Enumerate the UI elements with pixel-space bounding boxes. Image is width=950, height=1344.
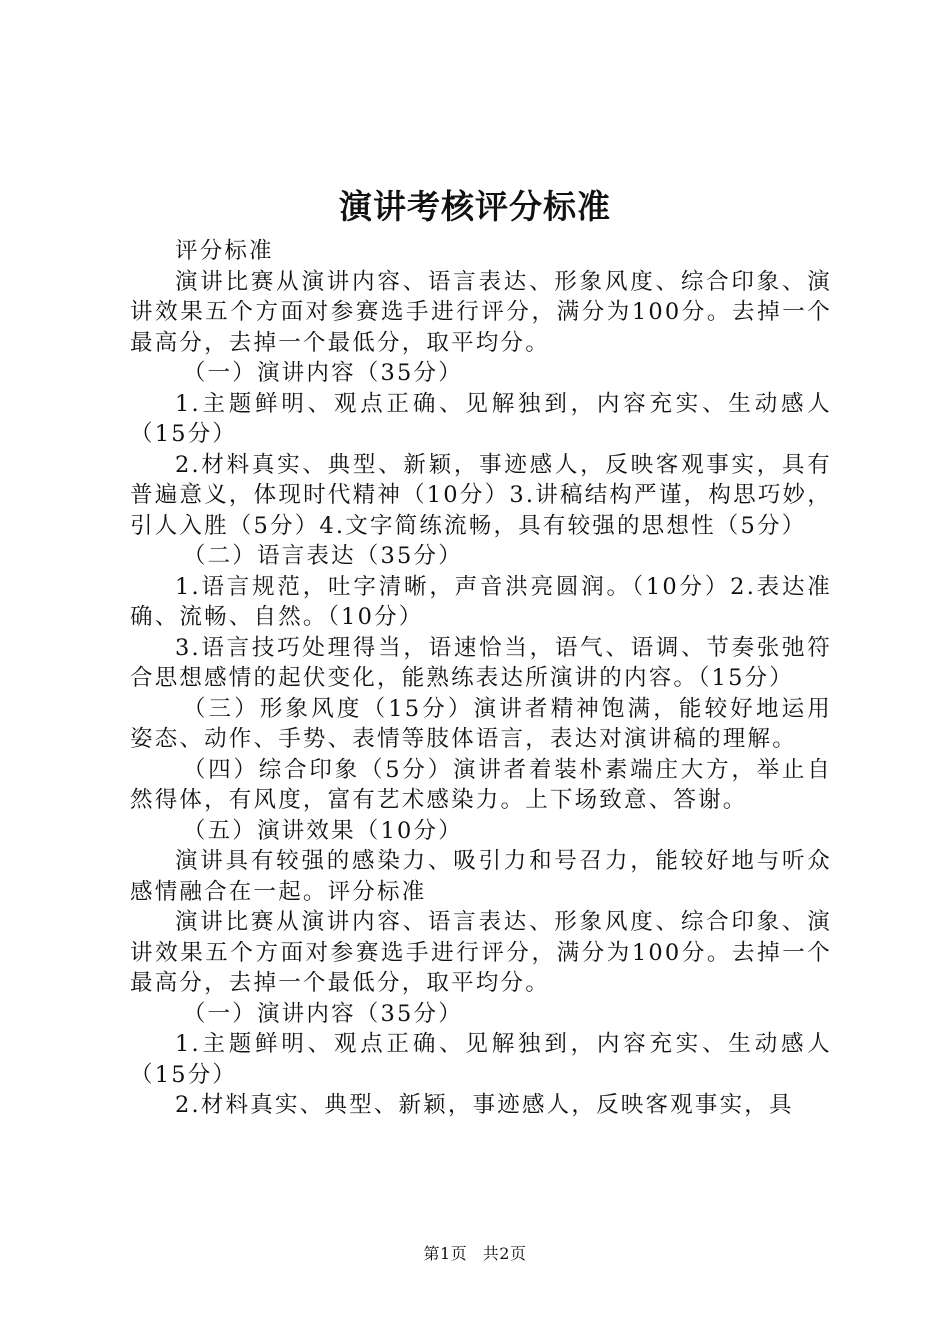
section-heading-paragraph: （一）演讲内容（35分）	[182, 360, 463, 386]
body-paragraph: 1.语言规范，吐字清晰，声音洪亮圆润。（10分）2.表达准确、流畅、自然。（10分）	[130, 573, 832, 630]
section-heading-paragraph: （四）综合印象（5分）演讲者着装朴素端庄大方，举止自然得体，有风度，富有艺术感染力。上下场致意、答谢。	[130, 756, 832, 813]
page-total: 共2页	[482, 1244, 527, 1263]
document-body	[130, 236, 832, 1121]
body-paragraph: 2.材料真实、典型、新颖，事迹感人，反映客观事实，具有普遍意义，体现时代精神（10分）3.讲稿结构严谨，构思巧妙，引人入胜（5分）4.文字简练流畅，具有较强的思想性（5分）	[130, 451, 832, 539]
document-title: 演讲考核评分标准	[339, 187, 611, 226]
body-paragraph: 演讲具有较强的感染力、吸引力和号召力，能较好地与听众感情融合在一起。评分标准	[130, 848, 832, 905]
body-paragraph: 演讲比赛从演讲内容、语言表达、形象风度、综合印象、演讲效果五个方面对参赛选手进行评分，满分为100分。去掉一个最高分，去掉一个最低分，取平均分。	[130, 268, 832, 356]
body-paragraph: 评分标准	[175, 238, 274, 264]
page-number: 第1页	[423, 1244, 468, 1263]
section-heading-paragraph: （五）演讲效果（10分）	[182, 817, 463, 844]
section-heading-paragraph: （二）语言表达（35分）	[182, 543, 463, 569]
body-paragraph: 1.主题鲜明、观点正确、见解独到，内容充实、生动感人（15分）	[130, 1031, 832, 1088]
page-footer	[0, 1243, 950, 1265]
body-paragraph: 1.主题鲜明、观点正确、见解独到，内容充实、生动感人（15分）	[130, 390, 832, 447]
section-heading-paragraph: （一）演讲内容（35分）	[182, 1000, 463, 1027]
body-paragraph: 2.材料真实、典型、新颖，事迹感人，反映客观事实，具	[175, 1092, 794, 1118]
body-paragraph: 演讲比赛从演讲内容、语言表达、形象风度、综合印象、演讲效果五个方面对参赛选手进行评分，满分为100分。去掉一个最高分，去掉一个最低分，取平均分。	[130, 909, 832, 996]
body-paragraph: 3.语言技巧处理得当，语速恰当，语气、语调、节奏张弛符合思想感情的起伏变化，能熟练表达所演讲的内容。（15分）	[130, 634, 832, 691]
section-heading-paragraph: （三）形象风度（15分）演讲者精神饱满，能较好地运用姿态、动作、手势、表情等肢体语言，表达对演讲稿的理解。	[130, 695, 832, 752]
